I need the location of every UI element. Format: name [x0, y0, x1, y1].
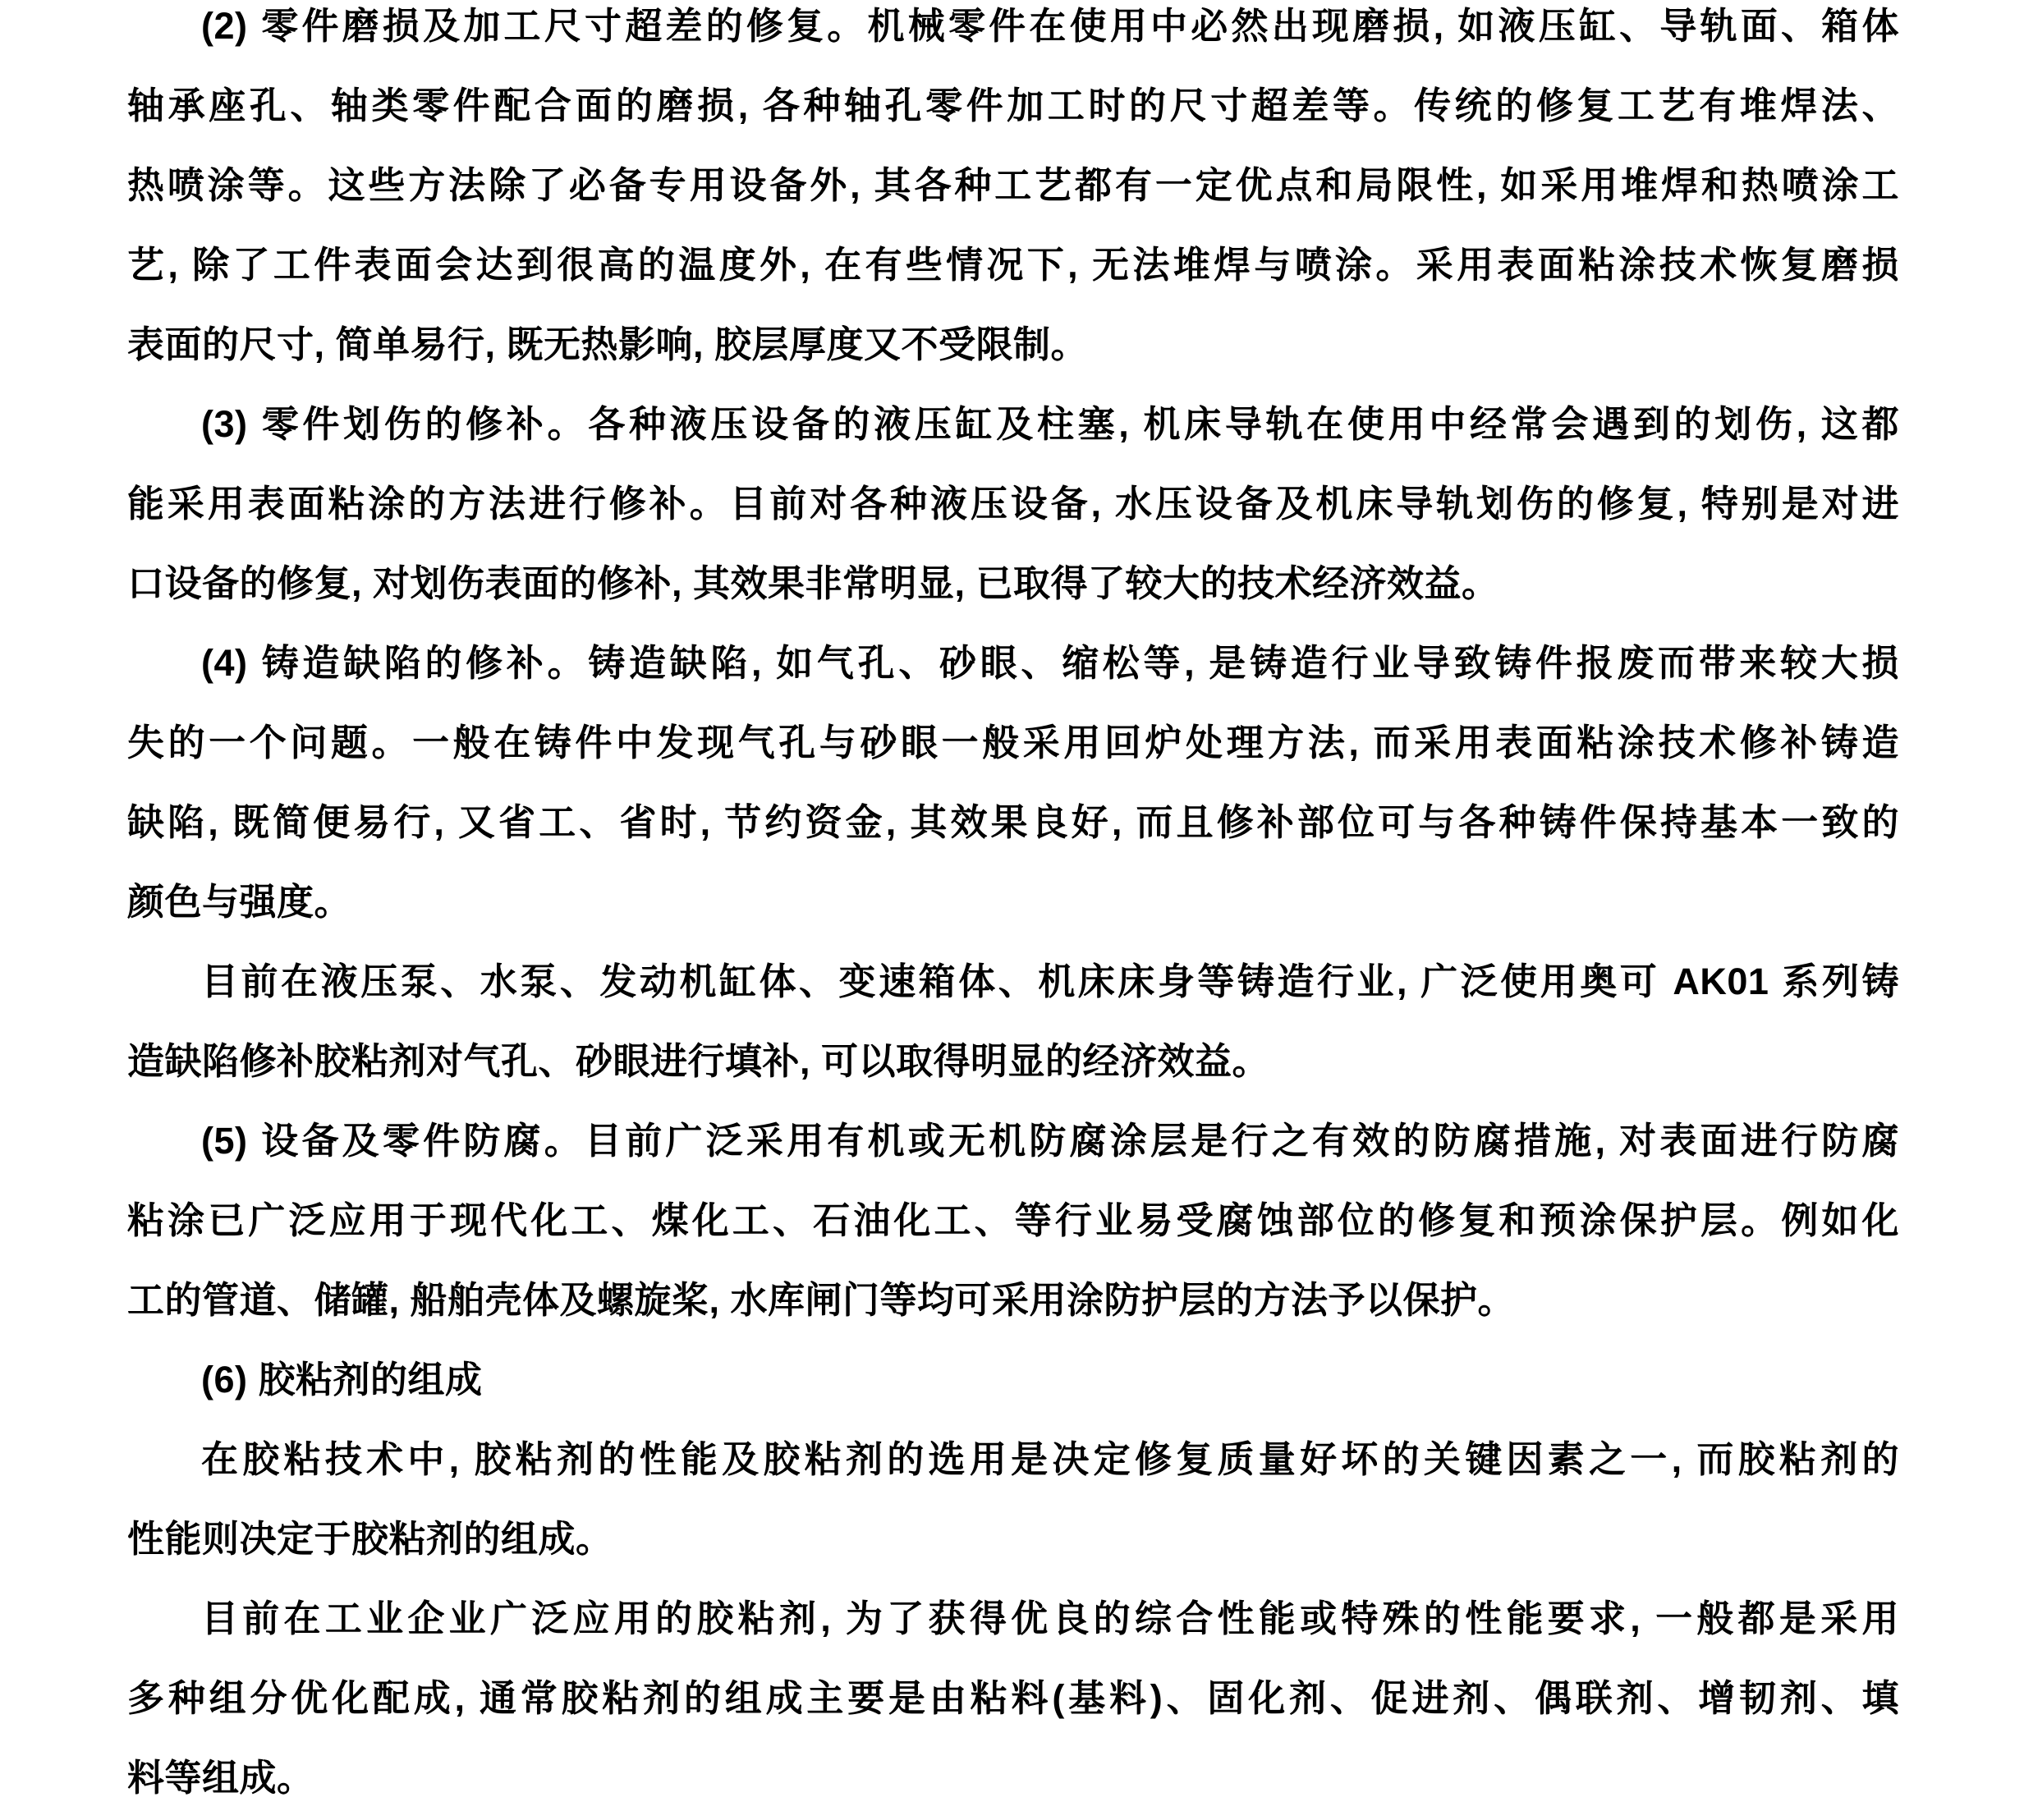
text-line: 粘涂已广泛应用于现代化工、煤化工、石油化工、等行业易受腐蚀部位的修复和预涂保护层。例如化	[127, 1199, 1899, 1241]
paragraph	[127, 1419, 1899, 1579]
text-line: 性能则决定于胶粘剂的组成。	[127, 1518, 613, 1560]
text-line: (2) 零件磨损及加工尺寸超差的修复。机械零件在使用中必然出现磨损, 如液压缸、导轨面、箱体	[201, 5, 1899, 47]
text-line: (6) 胶粘剂的组成	[201, 1359, 483, 1401]
text-line: 工的管道、储罐, 船舶壳体及螺旋桨, 水库闸门等均可采用涂防护层的方法予以保护。	[127, 1279, 1516, 1321]
text-line: (5) 设备及零件防腐。目前广泛采用有机或无机防腐涂层是行之有效的防腐措施, 对表面进行防腐	[201, 1120, 1899, 1162]
text-line: (4) 铸造缺陷的修补。铸造缺陷, 如气孔、砂眼、缩松等, 是铸造行业导致铸件报废而带来较大损	[201, 642, 1899, 684]
text-line: 多种组分优化配成, 通常胶粘剂的组成主要是由粘料(基料)、固化剂、促进剂、偶联剂、增韧剂、填	[127, 1677, 1899, 1719]
text-line: 缺陷, 既简便易行, 又省工、省时, 节约资金, 其效果良好, 而且修补部位可与各种铸件保持基本一致的	[127, 801, 1899, 843]
text-line: 造缺陷修补胶粘剂对气孔、砂眼进行填补, 可以取得明显的经济效益。	[127, 1040, 1270, 1082]
text-line: 在胶粘技术中, 胶粘剂的性能及胶粘剂的选用是决定修复质量好坏的关键因素之一, 而胶粘剂的	[201, 1438, 1899, 1480]
paragraph	[127, 0, 1899, 384]
paragraph	[127, 384, 1899, 623]
text-line: 艺, 除了工件表面会达到很高的温度外, 在有些情况下, 无法堆焊与喷涂。采用表面粘涂技术恢复磨损	[127, 244, 1899, 286]
paragraph	[127, 1579, 1899, 1818]
text-line: 目前在液压泵、水泵、发动机缸体、变速箱体、机床床身等铸造行业, 广泛使用奥可 AK01 系列铸	[201, 960, 1899, 1002]
text-line: 轴承座孔、轴类零件配合面的磨损, 各种轴孔零件加工时的尺寸超差等。传统的修复工艺有堆焊法、	[127, 85, 1899, 126]
text-line: 目前在工业企业广泛应用的胶粘剂, 为了获得优良的综合性能或特殊的性能要求, 一般都是采用	[201, 1598, 1899, 1639]
paragraph	[127, 1340, 1899, 1419]
text-line: 料等组成。	[127, 1757, 314, 1799]
text-line: (3) 零件划伤的修补。各种液压设备的液压缸及柱塞, 机床导轨在使用中经常会遇到的划伤, 这都	[201, 403, 1899, 445]
paragraph	[127, 623, 1899, 942]
text-line: 失的一个问题。一般在铸件中发现气孔与砂眼一般采用回炉处理方法, 而采用表面粘涂技术修补铸造	[127, 722, 1899, 763]
paragraph	[127, 942, 1899, 1101]
paragraph	[127, 1101, 1899, 1340]
text-line: 口设备的修复, 对划伤表面的修补, 其效果非常明显, 已取得了较大的技术经济效益。	[127, 562, 1499, 604]
text-line: 表面的尺寸, 简单易行, 既无热影响, 胶层厚度又不受限制。	[127, 323, 1089, 365]
text-line: 热喷涂等。这些方法除了必备专用设备外, 其各种工艺都有一定优点和局限性, 如采用堆焊和热喷涂工	[127, 164, 1899, 206]
text-line: 能采用表面粘涂的方法进行修补。目前对各种液压设备, 水压设备及机床导轨划伤的修复, 特别是对进	[127, 483, 1899, 525]
text-line: 颜色与强度。	[127, 881, 352, 923]
